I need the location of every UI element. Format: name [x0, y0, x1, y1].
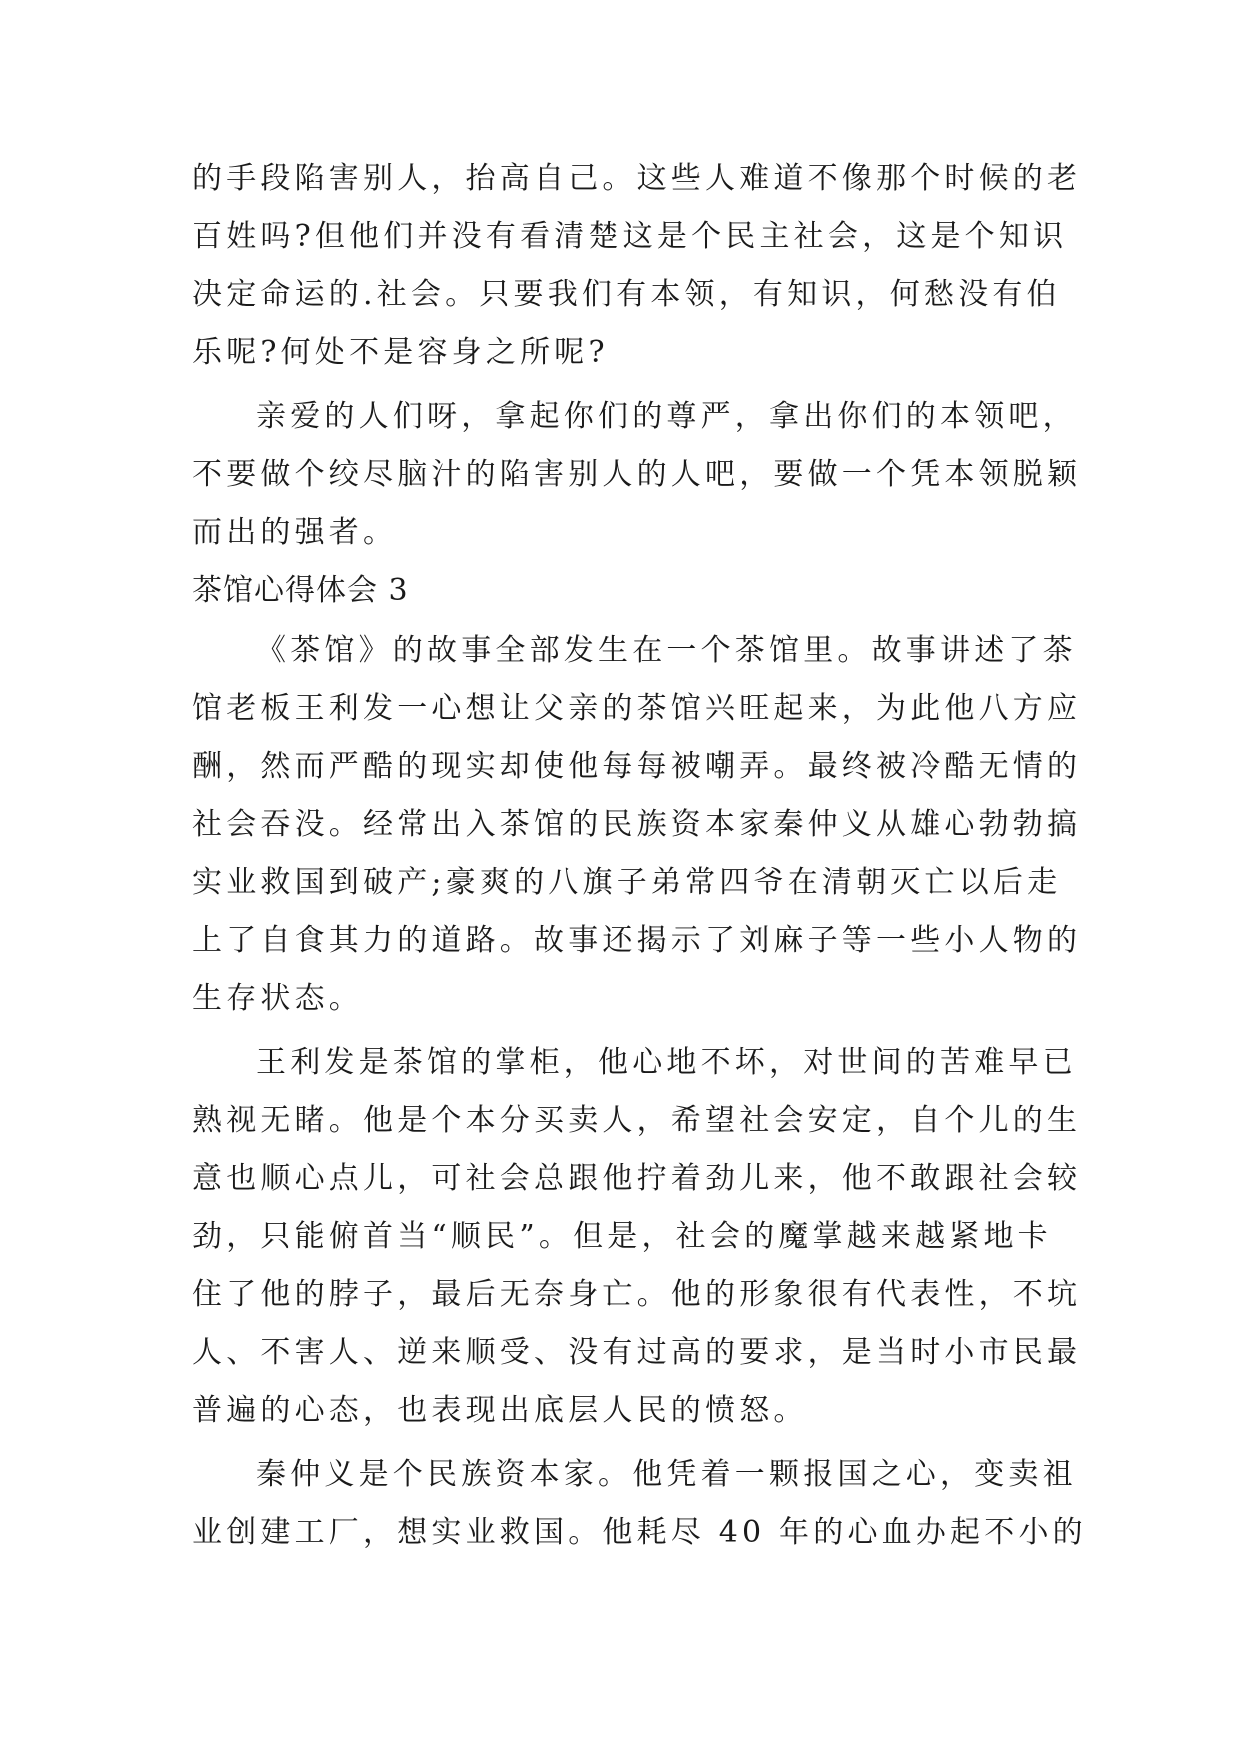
text-line: 百姓吗?但他们并没有看清楚这是个民主社会，这是个知识	[192, 219, 1068, 254]
text-line: 实业救国到破产;豪爽的八旗子弟常四爷在清朝灭亡以后走	[192, 865, 1062, 900]
text-line: 业创建工厂，想实业救国。他耗尽 40 年的心血办起不小的	[192, 1515, 1087, 1550]
paragraph-first-line: 秦仲义是个民族资本家。他凭着一颗报国之心，变卖祖	[256, 1457, 1077, 1492]
paragraph-first-line: 亲爱的人们呀，拿起你们的尊严，拿出你们的本领吧，	[256, 399, 1077, 434]
text-line: 乐呢?何处不是容身之所呢?	[192, 335, 609, 370]
paragraph-first-line: 《茶馆》的故事全部发生在一个茶馆里。故事讲述了茶	[256, 633, 1077, 668]
text-line: 意也顺心点儿，可社会总跟他拧着劲儿来，他不敢跟社会较	[192, 1161, 1082, 1196]
text-line: 馆老板王利发一心想让父亲的茶馆兴旺起来，为此他八方应	[192, 691, 1082, 726]
text-line: 人、不害人、逆来顺受、没有过高的要求，是当时小市民最	[192, 1335, 1082, 1370]
text-line: 决定命运的.社会。只要我们有本领，有知识，何愁没有伯	[192, 277, 1061, 312]
text-line: 社会吞没。经常出入茶馆的民族资本家秦仲义从雄心勃勃搞	[192, 807, 1082, 842]
text-line: 生存状态。	[192, 981, 363, 1016]
text-line: 不要做个绞尽脑汁的陷害别人的人吧，要做一个凭本领脱颖	[192, 457, 1082, 492]
text-line: 劲，只能俯首当“顺民”。但是，社会的魔掌越来越紧地卡	[192, 1219, 1052, 1254]
text-line: 的手段陷害别人，抬高自己。这些人难道不像那个时候的老	[192, 161, 1082, 196]
text-line: 住了他的脖子，最后无奈身亡。他的形象很有代表性，不坑	[192, 1277, 1082, 1312]
paragraph-first-line: 王利发是茶馆的掌柜，他心地不坏，对世间的苦难早已	[256, 1045, 1077, 1080]
section-heading: 茶馆心得体会 3	[192, 573, 409, 608]
text-line: 熟视无睹。他是个本分买卖人，希望社会安定，自个儿的生	[192, 1103, 1082, 1138]
text-line: 上了自食其力的道路。故事还揭示了刘麻子等一些小人物的	[192, 923, 1082, 958]
text-line: 而出的强者。	[192, 515, 398, 550]
text-line: 酬，然而严酷的现实却使他每每被嘲弄。最终被冷酷无情的	[192, 749, 1082, 784]
text-line: 普遍的心态，也表现出底层人民的愤怒。	[192, 1393, 808, 1428]
